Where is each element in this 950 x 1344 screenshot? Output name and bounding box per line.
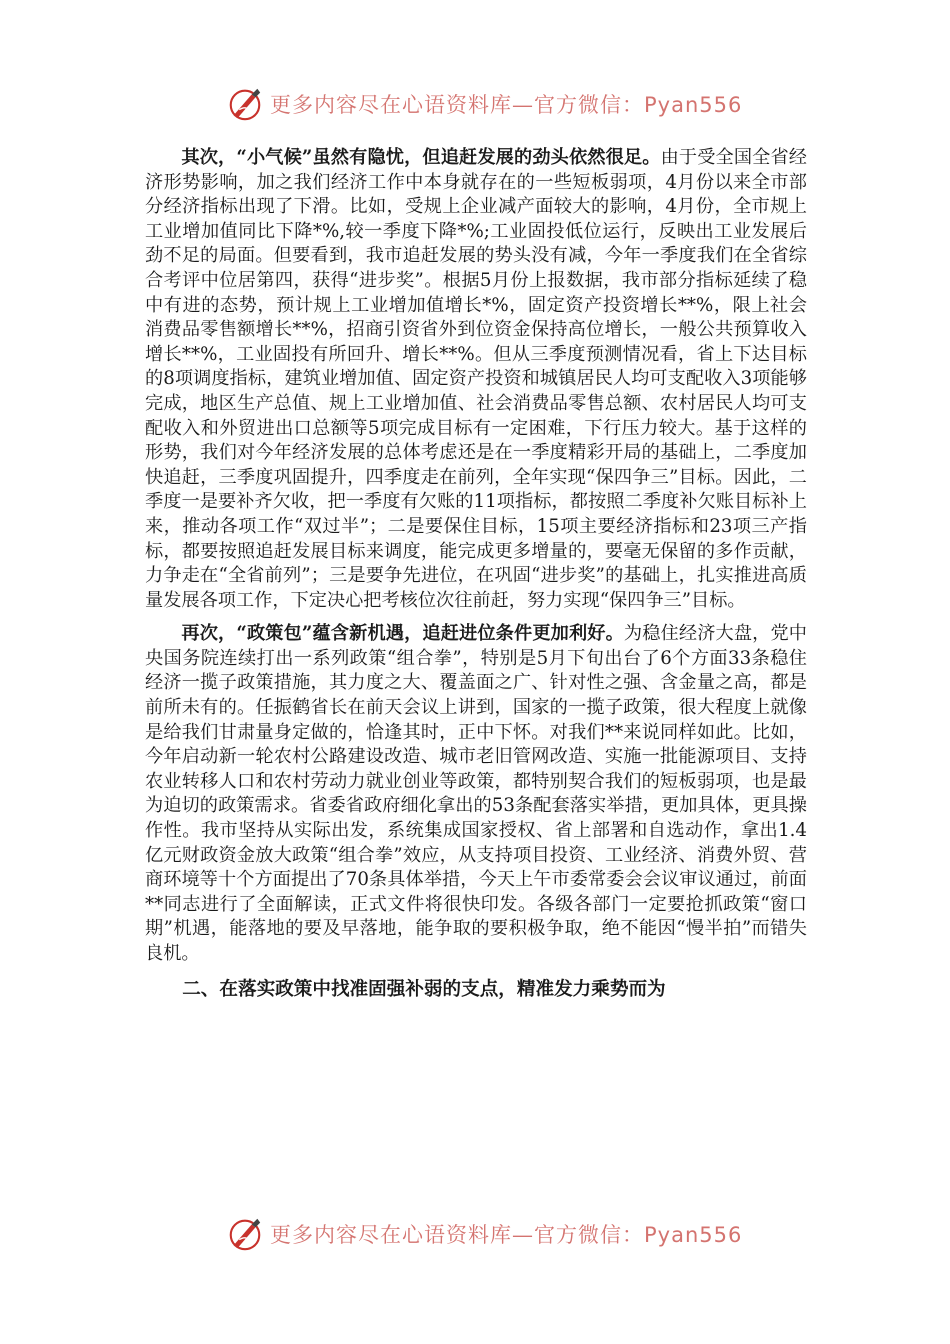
document-body <box>145 146 807 1002</box>
watermark-text: 更多内容尽在心语资料库—官方微信：Pyan556 <box>270 1223 743 1247</box>
watermark-text: 更多内容尽在心语资料库—官方微信：Pyan556 <box>270 93 743 117</box>
paragraph-1-body: 由于受全国全省经济形势影响，加之我们经济工作中本身就存在的一些短板弱项，4月份以来全市部分经济指标出现了下滑。比如，受规上企业减产面较大的影响，4月份，全市规上工业增加值同比下降*%,较一季度下降*%;工业固投低位运行，反映出工业发展后劲不足的局面。但要看到，我市追赶发展的势头没有减，今年一季度我们在全省综合考评中位居第四，获得“进步奖”。根据5月份上报数据，我市部分指标延续了稳中有进的态势，预计规上工业增加值增长*%，固定资产投资增长**%，限上社会消费品零售额增长**%，招商引资省外到位资金保持高位增长，一般公共预算收入增长**%，工业固投有所回升、增长**%。但从三季度预测情况看，省上下达目标的8项调度指标，建筑业增加值、固定资产投资和城镇居民人均可支配收入3项能够完成，地区生产总值、规上工业增加值、社会消费品零售总额、农村居民人均可支配收入和外贸进出口总额等5项完成目标有一定困难，下行压力较大。基于这样的形势，我们对今年经济发展的总体考虑还是在一季度精彩开局的基础上，二季度加快追赶，三季度巩固提升，四季度走在前列，全年实现“保四争三”目标。因此，二季度一是要补齐欠收，把一季度有欠账的11项指标，都按照二季度补欠账目标补上来，推动各项工作“双过半”；二是要保住目标，15项主要经济指标和23项三产指标，都要按照追赶发展目标来调度，能完成更多增量的，要毫无保留的多作贡献，力争走在“全省前列”；三是要争先进位，在巩固“进步奖”的基础上，扎实推进高质量发展各项工作，下定决心把考核位次往前赶，努力实现“保四争三”目标。 <box>145 147 807 611</box>
header-watermark-banner <box>226 84 786 124</box>
pen-logo-icon <box>226 85 264 123</box>
footer-watermark-banner <box>226 1214 786 1254</box>
paragraph-2-lead: 再次，“政策包”蕴含新机遇，追赶进位条件更加利好。 <box>181 623 624 645</box>
paragraph-2 <box>145 622 807 966</box>
wechat-id: Pyan556 <box>644 93 743 117</box>
section-heading: 二、在落实政策中找准固强补弱的支点，精准发力乘势而为 <box>182 978 666 1000</box>
paragraph-1 <box>145 146 807 613</box>
wechat-id: Pyan556 <box>644 1223 743 1247</box>
paragraph-2-body: 为稳住经济大盘，党中央国务院连续打出一系列政策“组合拳”，特别是5月下旬出台了6个方面33条稳住经济一揽子政策措施，其力度之大、覆盖面之广、针对性之强、含金量之高，都是前所未有的。任振鹤省长在前天会议上讲到，国家的一揽子政策，很大程度上就像是给我们甘肃量身定做的，恰逢其时，正中下怀。对我们**来说同样如此。比如，今年启动新一轮农村公路建设改造、城市老旧管网改造、实施一批能源项目、支持农业转移人口和农村劳动力就业创业等政策，都特别契合我们的短板弱项，也是最为迫切的政策需求。省委省政府细化拿出的53条配套落实举措，更加具体，更具操作性。我市坚持从实际出发，系统集成国家授权、省上部署和自选动作，拿出1.4亿元财政资金放大政策“组合拳”效应，从支持项目投资、工业经济、消费外贸、营商环境等十个方面提出了70条具体举措，今天上午市委常委会会议审议通过，前面**同志进行了全面解读，正式文件将很快印发。各级各部门一定要抢抓政策“窗口期”机遇，能落地的要及早落地，能争取的要积极争取，绝不能因“慢半拍”而错失良机。 <box>145 623 807 964</box>
pen-logo-icon <box>226 1215 264 1253</box>
paragraph-1-lead: 其次，“小气候”虽然有隐忧，但追赶发展的劲头依然很足。 <box>181 147 661 168</box>
